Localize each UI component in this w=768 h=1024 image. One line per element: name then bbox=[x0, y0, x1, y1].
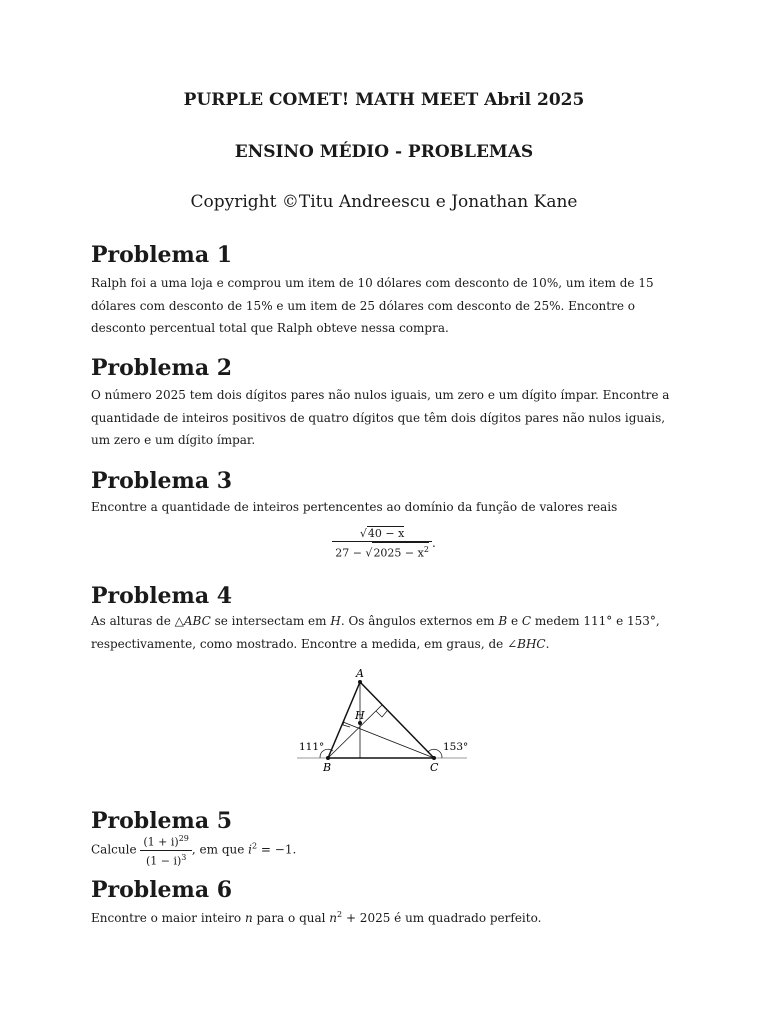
label-a: A bbox=[356, 667, 364, 680]
vertex-c bbox=[432, 756, 436, 760]
copyright-line: Copyright ©Titu Andreescu e Jonathan Kane bbox=[190, 192, 578, 212]
problem-4-text: As alturas de △ABC se intersectam em H. Os ângulos externos em B e C medem 111° e 153°, respectivamente, como mostrado. Encontre a medida, em graus, de ∠BHC. bbox=[91, 614, 660, 651]
fraction: $\frac{√40 - x}{27 - √2025 - x^2}$ bbox=[332, 526, 432, 561]
altitude-c bbox=[343, 722, 434, 758]
fraction: $\frac{(1 + i)^{29}}{(1 - i)^3}$ bbox=[140, 832, 192, 868]
right-angle-mark-b bbox=[376, 711, 387, 717]
label-h: H bbox=[355, 709, 365, 722]
problem-5-text: Calcule $\frac{(1 + i)^{29}}{(1 - i)^3}$ , em que $i^2 = -1$. bbox=[91, 834, 297, 868]
problem-1-text: Ralph foi a uma loja e comprou um item de 10 dólares com desconto de 10%, um item de 15 dólares com desconto de 15% e um item de 25 dólares com desconto de 25%. Encontre o desconto percentual total que Ralph obteve nessa compra. bbox=[91, 276, 654, 335]
angle-label-c: 153° bbox=[443, 741, 469, 753]
problem-5-heading: Problema 5 bbox=[91, 808, 233, 834]
angle-label-b: 111° bbox=[299, 741, 325, 753]
label-c: C bbox=[430, 761, 439, 774]
problem-3-formula: $\frac{√40 - x}{27 - √2025 - x^2}$ . bbox=[0, 526, 768, 561]
problem-2-text: O número 2025 tem dois dígitos pares não nulos iguais, um zero e um dígito ímpar. Encontre a quantidade de inteiros positivos de quatro dígitos que têm dois dígitos pares não nulos iguais, um zero e um dígito ímpar. bbox=[91, 388, 670, 447]
triangle-figure bbox=[290, 664, 480, 779]
problem-6-text: Encontre o maior inteiro n para o qual $n^2 + 2025$ é um quadrado perfeito. bbox=[91, 910, 542, 925]
problem-6-heading: Problema 6 bbox=[91, 877, 233, 903]
problem-3-text: Encontre a quantidade de inteiros pertencentes ao domínio da função de valores reais bbox=[91, 500, 618, 514]
problem-3-heading: Problema 3 bbox=[91, 468, 233, 494]
side-ac bbox=[360, 682, 434, 758]
vertex-a bbox=[358, 680, 362, 684]
problem-1-heading: Problema 1 bbox=[91, 242, 233, 268]
contest-subtitle: ENSINO MÉDIO - PROBLEMAS bbox=[234, 142, 534, 162]
contest-title: PURPLE COMET! MATH MEET Abril 2025 bbox=[183, 90, 585, 110]
vertex-b bbox=[326, 756, 330, 760]
problem-4-heading: Problema 4 bbox=[91, 583, 233, 609]
problem-2-heading: Problema 2 bbox=[91, 355, 233, 381]
label-b: B bbox=[323, 761, 332, 774]
